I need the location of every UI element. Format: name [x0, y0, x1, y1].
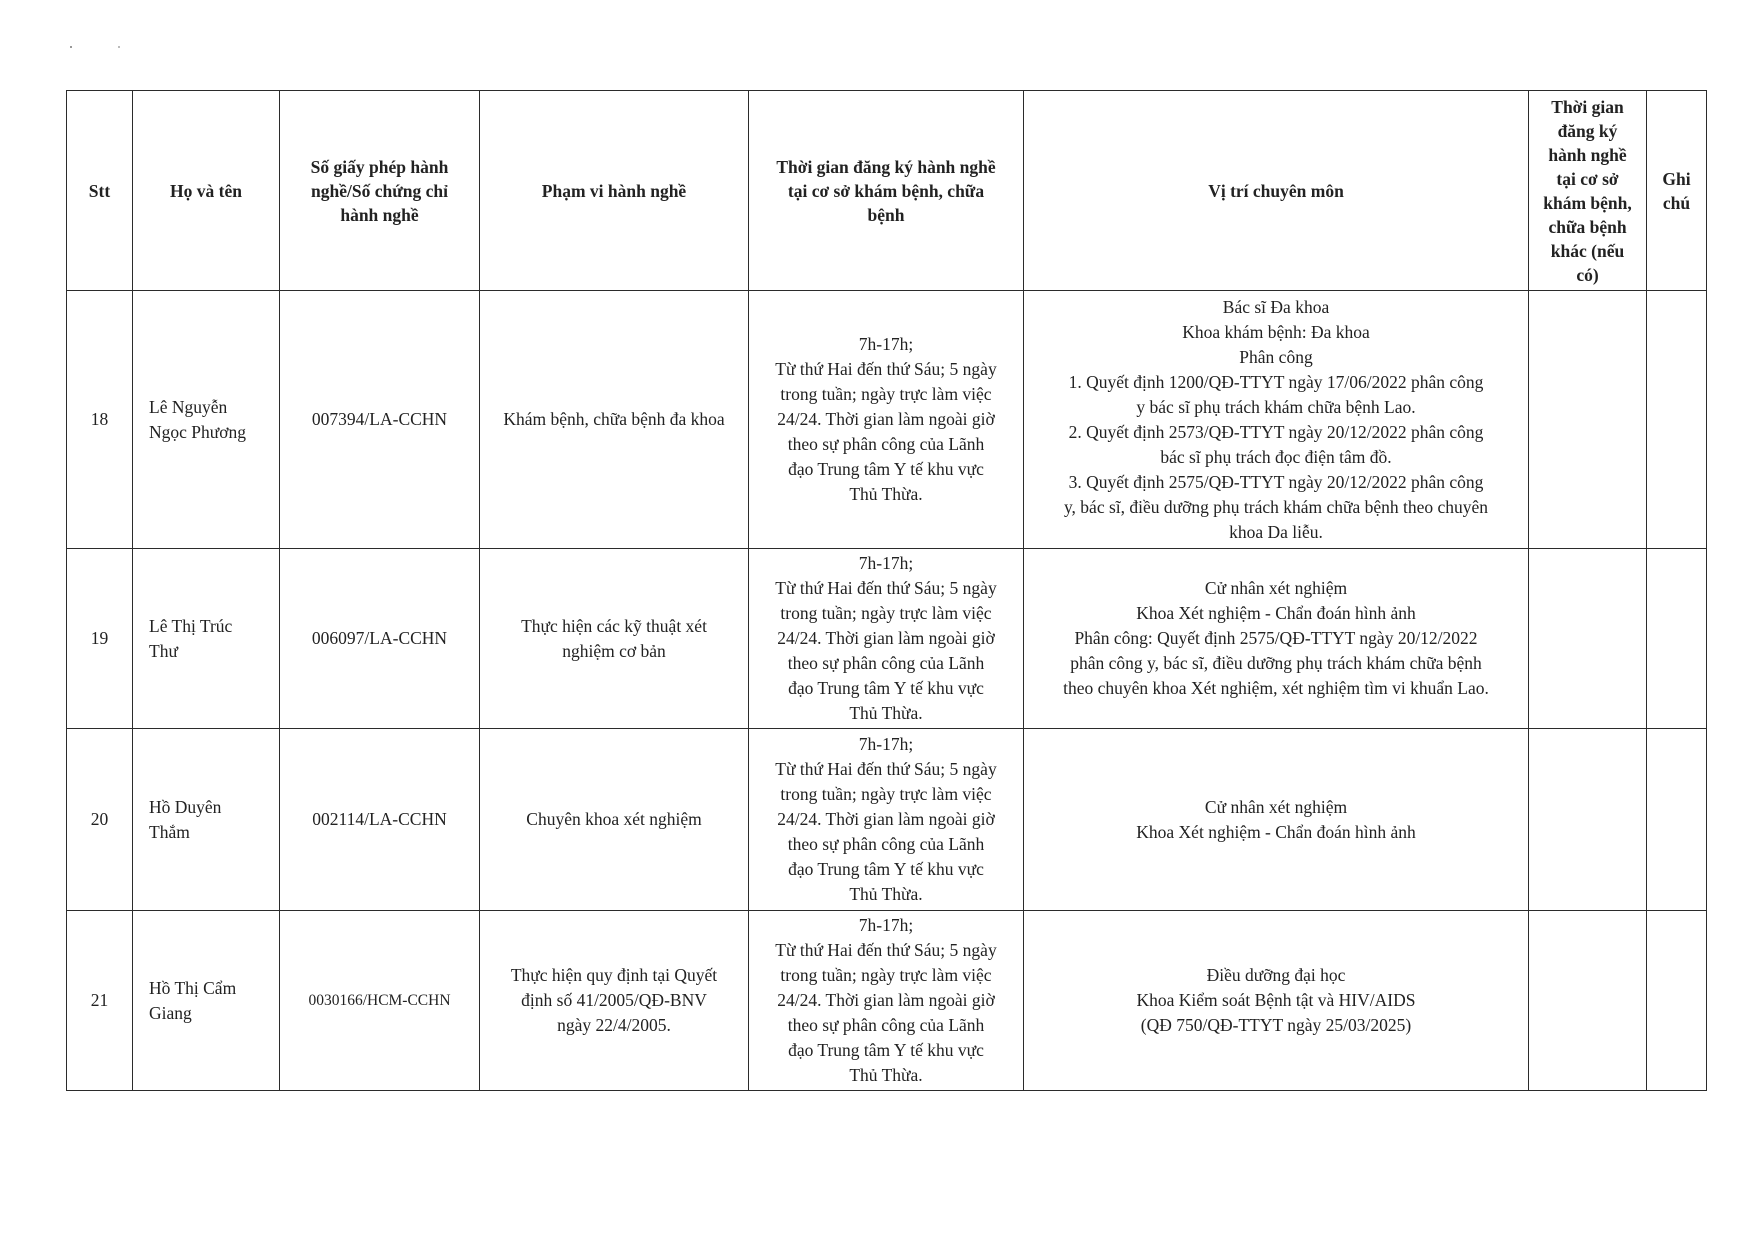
- cell-position: [1024, 729, 1529, 911]
- text-line: Từ thứ Hai đến thứ Sáu; 5 ngày: [775, 359, 997, 379]
- cell-scope: [480, 911, 749, 1091]
- header-note: [1647, 91, 1707, 291]
- text-line: khoa Da liễu.: [1229, 521, 1323, 542]
- text-line: Thủ Thừa.: [849, 703, 923, 723]
- cell-name: [133, 291, 280, 549]
- header-license: [280, 91, 480, 291]
- cell-stt: 20: [67, 729, 133, 911]
- cell-name: [133, 911, 280, 1091]
- text-line: trong tuần; ngày trực làm việc: [780, 784, 992, 804]
- text-line: 2. Quyết định 2573/QĐ-TTYT ngày 20/12/2022 phân công: [1068, 421, 1484, 442]
- text-line: Thực hiện các kỹ thuật xét: [521, 615, 707, 636]
- text-line: đạo Trung tâm Y tế khu vực: [788, 859, 984, 879]
- text-line: Thắm: [149, 821, 190, 842]
- cell-scope: [480, 291, 749, 549]
- text-line: Hồ Duyên: [149, 796, 222, 817]
- text-line: đạo Trung tâm Y tế khu vực: [788, 678, 984, 698]
- text-line: khám bệnh,: [1543, 192, 1632, 213]
- text-line: khác (nếu: [1550, 240, 1625, 261]
- text-line: Lê Nguyễn: [149, 396, 228, 417]
- text-line: (QĐ 750/QĐ-TTYT ngày 25/03/2025): [1140, 1015, 1412, 1035]
- text-line: Thời gian đăng ký hành nghề: [776, 156, 996, 177]
- text-line: Ngọc Phương: [149, 421, 247, 442]
- text-line: Bác sĩ Đa khoa: [1222, 296, 1330, 317]
- text-line: có): [1576, 264, 1599, 285]
- header-position: Vị trí chuyên môn: [1024, 91, 1529, 291]
- text-line: trong tuần; ngày trực làm việc: [780, 965, 992, 985]
- header-other-time: [1529, 91, 1647, 291]
- text-line: phân công y, bác sĩ, điều dưỡng phụ trách khám chữa bệnh: [1070, 653, 1482, 673]
- cell-note: [1647, 549, 1707, 729]
- table-row: [67, 549, 1707, 729]
- cell-other-time: [1529, 911, 1647, 1091]
- text-line: Hồ Thị Cẩm: [149, 977, 237, 998]
- text-line: Thực hiện quy định tại Quyết: [510, 965, 718, 985]
- cell-license: 007394/LA-CCHN: [280, 291, 480, 549]
- text-line: Chuyên khoa xét nghiệm: [526, 809, 702, 829]
- text-line: 24/24. Thời gian làm ngoài giờ: [777, 990, 995, 1010]
- scan-speck: [118, 46, 120, 48]
- header-scope: Phạm vi hành nghề: [480, 91, 749, 291]
- text-line: ngày 22/4/2005.: [557, 1015, 671, 1035]
- text-line: 24/24. Thời gian làm ngoài giờ: [777, 409, 995, 429]
- header-row: [67, 91, 1707, 291]
- text-line: đạo Trung tâm Y tế khu vực: [788, 1040, 984, 1060]
- text-line: theo sự phân công của Lãnh: [787, 1015, 985, 1035]
- text-line: Khoa Xét nghiệm - Chẩn đoán hình ảnh: [1136, 603, 1416, 623]
- text-line: theo sự phân công của Lãnh: [787, 834, 985, 854]
- text-line: Khoa Kiểm soát Bệnh tật và HIV/AIDS: [1136, 990, 1416, 1010]
- text-line: hành nghề: [340, 204, 419, 225]
- text-line: Thủ Thừa.: [849, 1065, 923, 1085]
- text-line: Thời gian: [1551, 96, 1624, 117]
- text-line: Từ thứ Hai đến thứ Sáu; 5 ngày: [775, 759, 997, 779]
- cell-note: [1647, 911, 1707, 1091]
- cell-scope: [480, 549, 749, 729]
- cell-license: 002114/LA-CCHN: [280, 729, 480, 911]
- cell-stt: 21: [67, 911, 133, 1091]
- text-line: chú: [1662, 192, 1691, 213]
- text-line: Cử nhân xét nghiệm: [1204, 796, 1348, 817]
- cell-stt: 18: [67, 291, 133, 549]
- text-line: 7h-17h;: [858, 915, 914, 935]
- text-line: Số giấy phép hành: [310, 156, 449, 177]
- text-line: Khoa khám bệnh: Đa khoa: [1182, 321, 1370, 342]
- header-stt: Stt: [67, 91, 133, 291]
- text-line: Phân công: Quyết định 2575/QĐ-TTYT ngày 20/12/2022: [1074, 628, 1478, 648]
- cell-other-time: [1529, 291, 1647, 549]
- text-line: nghề/Số chứng chỉ: [311, 180, 448, 201]
- text-line: theo sự phân công của Lãnh: [787, 434, 985, 454]
- cell-time: [749, 291, 1024, 549]
- text-line: trong tuần; ngày trực làm việc: [780, 384, 992, 404]
- header-name: Họ và tên: [133, 91, 280, 291]
- cell-position: [1024, 291, 1529, 549]
- text-line: 3. Quyết định 2575/QĐ-TTYT ngày 20/12/2022 phân công: [1068, 471, 1484, 492]
- text-line: 7h-17h;: [858, 734, 914, 754]
- cell-license: 0030166/HCM-CCHN: [280, 911, 480, 1091]
- text-line: Thủ Thừa.: [849, 484, 923, 504]
- text-line: 24/24. Thời gian làm ngoài giờ: [777, 809, 995, 829]
- text-line: nghiệm cơ bản: [562, 640, 666, 661]
- text-line: 1. Quyết định 1200/QĐ-TTYT ngày 17/06/2022 phân công: [1068, 371, 1484, 392]
- cell-time: [749, 729, 1024, 911]
- text-line: đạo Trung tâm Y tế khu vực: [788, 459, 984, 479]
- text-line: trong tuần; ngày trực làm việc: [780, 603, 992, 623]
- cell-name: [133, 729, 280, 911]
- text-line: Khoa Xét nghiệm - Chẩn đoán hình ảnh: [1136, 821, 1416, 842]
- cell-position: [1024, 549, 1529, 729]
- text-line: Lê Thị Trúc: [149, 615, 233, 636]
- text-line: Điều dưỡng đại học: [1206, 965, 1346, 985]
- cell-scope: [480, 729, 749, 911]
- text-line: 7h-17h;: [858, 553, 914, 573]
- text-line: Giang: [149, 1002, 192, 1023]
- text-line: tại cơ sở khám bệnh, chữa: [787, 180, 985, 201]
- scan-speck: [70, 46, 72, 48]
- text-line: bệnh: [867, 204, 905, 225]
- text-line: 24/24. Thời gian làm ngoài giờ: [777, 628, 995, 648]
- text-line: 7h-17h;: [858, 334, 914, 354]
- text-line: chữa bệnh: [1548, 216, 1627, 237]
- cell-note: [1647, 729, 1707, 911]
- text-line: Ghi: [1662, 168, 1691, 189]
- registration-table-page: [66, 90, 1706, 1091]
- cell-position: [1024, 911, 1529, 1091]
- text-line: theo sự phân công của Lãnh: [787, 653, 985, 673]
- text-line: Thư: [149, 640, 178, 661]
- text-line: theo chuyên khoa Xét nghiệm, xét nghiệm tìm vi khuẩn Lao.: [1063, 678, 1489, 698]
- cell-license: 006097/LA-CCHN: [280, 549, 480, 729]
- text-line: Thủ Thừa.: [849, 884, 923, 904]
- text-line: Cử nhân xét nghiệm: [1204, 578, 1348, 598]
- text-line: đăng ký: [1557, 120, 1618, 141]
- text-line: Từ thứ Hai đến thứ Sáu; 5 ngày: [775, 578, 997, 598]
- practitioner-registration-table: [66, 90, 1707, 1091]
- cell-time: [749, 911, 1024, 1091]
- text-line: Khám bệnh, chữa bệnh đa khoa: [503, 409, 725, 429]
- table-row: [67, 291, 1707, 549]
- text-line: hành nghề: [1548, 144, 1627, 165]
- cell-stt: 19: [67, 549, 133, 729]
- text-line: Phân công: [1239, 346, 1313, 367]
- header-time: [749, 91, 1024, 291]
- cell-note: [1647, 291, 1707, 549]
- cell-name: [133, 549, 280, 729]
- text-line: bác sĩ phụ trách đọc điện tâm đồ.: [1160, 446, 1392, 467]
- text-line: Từ thứ Hai đến thứ Sáu; 5 ngày: [775, 940, 997, 960]
- cell-other-time: [1529, 549, 1647, 729]
- text-line: tại cơ sở: [1556, 168, 1619, 189]
- cell-time: [749, 549, 1024, 729]
- text-line: định số 41/2005/QĐ-BNV: [521, 990, 707, 1010]
- cell-other-time: [1529, 729, 1647, 911]
- table-row: [67, 729, 1707, 911]
- table-row: [67, 911, 1707, 1091]
- text-line: y, bác sĩ, điều dưỡng phụ trách khám chữa bệnh theo chuyên: [1063, 496, 1489, 517]
- text-line: y bác sĩ phụ trách khám chữa bệnh Lao.: [1136, 396, 1416, 417]
